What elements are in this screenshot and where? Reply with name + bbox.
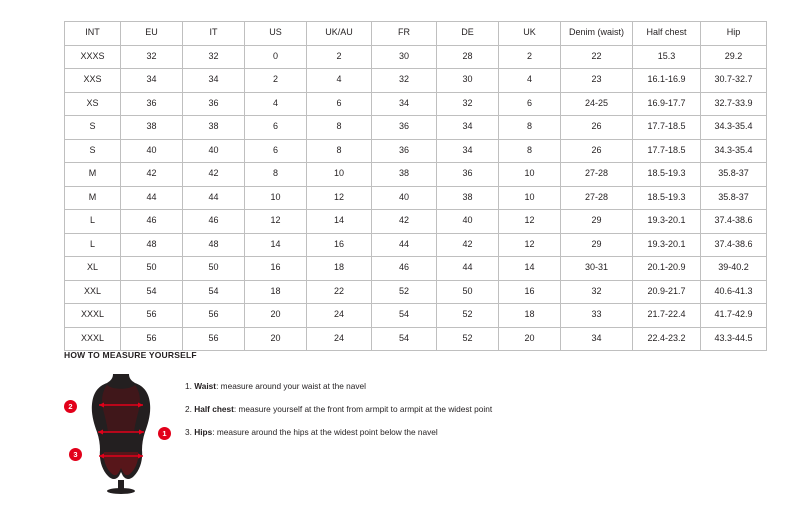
cell-it: 46 [183,210,245,234]
cell-de: 32 [437,92,499,116]
measure-item-number: 3. [185,426,192,437]
cell-hip: 34.3-35.4 [701,139,767,163]
cell-denim-waist: 26 [561,139,633,163]
cell-denim-waist: 34 [561,327,633,351]
measure-item-text: : measure yourself at the front from armpit to armpit at the widest point [233,403,493,414]
cell-denim-waist: 29 [561,210,633,234]
cell-de: 40 [437,210,499,234]
cell-hip: 37.4-38.6 [701,233,767,257]
column-header-denim-waist: Denim (waist) [561,22,633,46]
cell-uk: 12 [499,210,561,234]
cell-denim-waist: 23 [561,69,633,93]
cell-fr: 54 [372,327,437,351]
cell-int: M [65,163,121,187]
table-row [65,69,767,93]
cell-it: 32 [183,45,245,69]
table-header-row [65,22,767,46]
table-row [65,92,767,116]
measure-item-text: : measure around the hips at the widest point below the navel [212,426,438,437]
size-chart-table [64,21,767,351]
cell-eu: 46 [121,210,183,234]
cell-half-chest: 15.3 [633,45,701,69]
cell-de: 52 [437,327,499,351]
table-row [65,280,767,304]
cell-eu: 32 [121,45,183,69]
cell-denim-waist: 30-31 [561,257,633,281]
cell-eu: 36 [121,92,183,116]
table-row [65,139,767,163]
cell-it: 40 [183,139,245,163]
cell-half-chest: 17.7-18.5 [633,116,701,140]
how-to-measure-list [179,372,492,451]
cell-uk-au: 12 [307,186,372,210]
cell-us: 8 [245,163,307,187]
cell-hip: 30.7-32.7 [701,69,767,93]
table-body [65,45,767,351]
cell-uk-au: 22 [307,280,372,304]
cell-de: 34 [437,139,499,163]
measure-item-term: Waist [194,381,217,391]
cell-half-chest: 21.7-22.4 [633,304,701,328]
cell-fr: 40 [372,186,437,210]
cell-us: 6 [245,139,307,163]
cell-hip: 35.8-37 [701,186,767,210]
cell-hip: 32.7-33.9 [701,92,767,116]
cell-denim-waist: 26 [561,116,633,140]
cell-uk-au: 6 [307,92,372,116]
cell-fr: 42 [372,210,437,234]
cell-half-chest: 20.9-21.7 [633,280,701,304]
cell-half-chest: 17.7-18.5 [633,139,701,163]
cell-fr: 44 [372,233,437,257]
cell-eu: 40 [121,139,183,163]
cell-fr: 46 [372,257,437,281]
column-header-it: IT [183,22,245,46]
cell-half-chest: 16.9-17.7 [633,92,701,116]
cell-de: 50 [437,280,499,304]
mannequin-illustration [82,372,160,494]
cell-uk: 18 [499,304,561,328]
measure-item-waist [185,382,492,392]
cell-uk-au: 24 [307,327,372,351]
cell-uk-au: 8 [307,116,372,140]
cell-it: 50 [183,257,245,281]
badge-hips: 3 [69,448,82,461]
cell-int: XS [65,92,121,116]
cell-uk-au: 18 [307,257,372,281]
cell-half-chest: 18.5-19.3 [633,163,701,187]
measure-item-term: Half chest [194,403,234,414]
cell-half-chest: 16.1-16.9 [633,69,701,93]
cell-us: 10 [245,186,307,210]
table-header [65,22,767,46]
cell-uk: 8 [499,139,561,163]
cell-fr: 54 [372,304,437,328]
cell-de: 28 [437,45,499,69]
how-to-measure-body [64,372,744,497]
table-row [65,327,767,351]
table-row [65,304,767,328]
cell-int: L [65,210,121,234]
cell-uk-au: 24 [307,304,372,328]
cell-uk: 4 [499,69,561,93]
size-chart-table-wrapper [64,21,753,351]
cell-hip: 35.8-37 [701,163,767,187]
column-header-de: DE [437,22,499,46]
cell-it: 44 [183,186,245,210]
cell-it: 56 [183,327,245,351]
column-header-int: INT [65,22,121,46]
measure-item-hips [185,428,492,438]
cell-it: 56 [183,304,245,328]
table-row [65,116,767,140]
cell-denim-waist: 27-28 [561,163,633,187]
cell-uk-au: 10 [307,163,372,187]
cell-denim-waist: 22 [561,45,633,69]
cell-fr: 36 [372,116,437,140]
cell-half-chest: 19.3-20.1 [633,233,701,257]
cell-hip: 40.6-41.3 [701,280,767,304]
cell-us: 0 [245,45,307,69]
table-row [65,186,767,210]
measure-item-half-chest [185,405,492,415]
mannequin-figure [64,372,179,497]
cell-it: 38 [183,116,245,140]
cell-us: 4 [245,92,307,116]
cell-int: S [65,139,121,163]
cell-eu: 50 [121,257,183,281]
cell-uk: 12 [499,233,561,257]
cell-it: 42 [183,163,245,187]
column-header-half-chest: Half chest [633,22,701,46]
cell-int: L [65,233,121,257]
cell-uk: 8 [499,116,561,140]
cell-denim-waist: 32 [561,280,633,304]
cell-de: 44 [437,257,499,281]
measure-item-number: 2. [185,403,192,414]
how-to-measure-section [64,350,744,497]
cell-fr: 30 [372,45,437,69]
cell-us: 14 [245,233,307,257]
cell-uk: 2 [499,45,561,69]
cell-half-chest: 22.4-23.2 [633,327,701,351]
cell-hip: 43.3-44.5 [701,327,767,351]
badge-waist: 1 [158,427,171,440]
cell-de: 42 [437,233,499,257]
cell-us: 20 [245,327,307,351]
cell-it: 34 [183,69,245,93]
cell-eu: 54 [121,280,183,304]
cell-int: XXXL [65,327,121,351]
cell-hip: 41.7-42.9 [701,304,767,328]
cell-us: 6 [245,116,307,140]
cell-half-chest: 18.5-19.3 [633,186,701,210]
cell-de: 30 [437,69,499,93]
cell-uk-au: 2 [307,45,372,69]
measure-item-term: Hips [194,426,213,437]
cell-fr: 34 [372,92,437,116]
cell-eu: 44 [121,186,183,210]
cell-denim-waist: 29 [561,233,633,257]
cell-eu: 56 [121,304,183,328]
cell-denim-waist: 27-28 [561,186,633,210]
cell-int: XXXL [65,304,121,328]
cell-int: XXL [65,280,121,304]
cell-hip: 37.4-38.6 [701,210,767,234]
column-header-fr: FR [372,22,437,46]
cell-it: 54 [183,280,245,304]
cell-de: 38 [437,186,499,210]
cell-int: S [65,116,121,140]
cell-uk: 6 [499,92,561,116]
table-row [65,45,767,69]
cell-uk: 10 [499,163,561,187]
cell-de: 36 [437,163,499,187]
cell-eu: 48 [121,233,183,257]
cell-fr: 38 [372,163,437,187]
cell-it: 36 [183,92,245,116]
table-row [65,257,767,281]
table-row [65,233,767,257]
cell-uk: 16 [499,280,561,304]
cell-us: 20 [245,304,307,328]
cell-int: XL [65,257,121,281]
measure-item-text: : measure around your waist at the navel [216,381,366,391]
cell-fr: 32 [372,69,437,93]
measure-item-number: 1. [185,381,192,391]
cell-int: XXXS [65,45,121,69]
table-row [65,210,767,234]
cell-de: 34 [437,116,499,140]
how-to-measure-title: HOW TO MEASURE YOURSELF [64,350,197,360]
cell-eu: 38 [121,116,183,140]
cell-uk-au: 14 [307,210,372,234]
cell-eu: 34 [121,69,183,93]
cell-int: M [65,186,121,210]
cell-de: 52 [437,304,499,328]
cell-us: 18 [245,280,307,304]
column-header-uk: UK [499,22,561,46]
cell-denim-waist: 24-25 [561,92,633,116]
cell-uk: 10 [499,186,561,210]
column-header-hip: Hip [701,22,767,46]
column-header-eu: EU [121,22,183,46]
cell-fr: 52 [372,280,437,304]
cell-fr: 36 [372,139,437,163]
column-header-us: US [245,22,307,46]
cell-uk: 14 [499,257,561,281]
cell-it: 48 [183,233,245,257]
badge-half-chest: 2 [64,400,77,413]
cell-eu: 42 [121,163,183,187]
cell-int: XXS [65,69,121,93]
cell-half-chest: 19.3-20.1 [633,210,701,234]
cell-hip: 34.3-35.4 [701,116,767,140]
cell-us: 12 [245,210,307,234]
cell-us: 2 [245,69,307,93]
cell-hip: 29.2 [701,45,767,69]
cell-us: 16 [245,257,307,281]
cell-hip: 39-40.2 [701,257,767,281]
cell-eu: 56 [121,327,183,351]
column-header-uk-au: UK/AU [307,22,372,46]
cell-half-chest: 20.1-20.9 [633,257,701,281]
cell-uk: 20 [499,327,561,351]
cell-uk-au: 8 [307,139,372,163]
cell-denim-waist: 33 [561,304,633,328]
table-row [65,163,767,187]
cell-uk-au: 16 [307,233,372,257]
cell-uk-au: 4 [307,69,372,93]
